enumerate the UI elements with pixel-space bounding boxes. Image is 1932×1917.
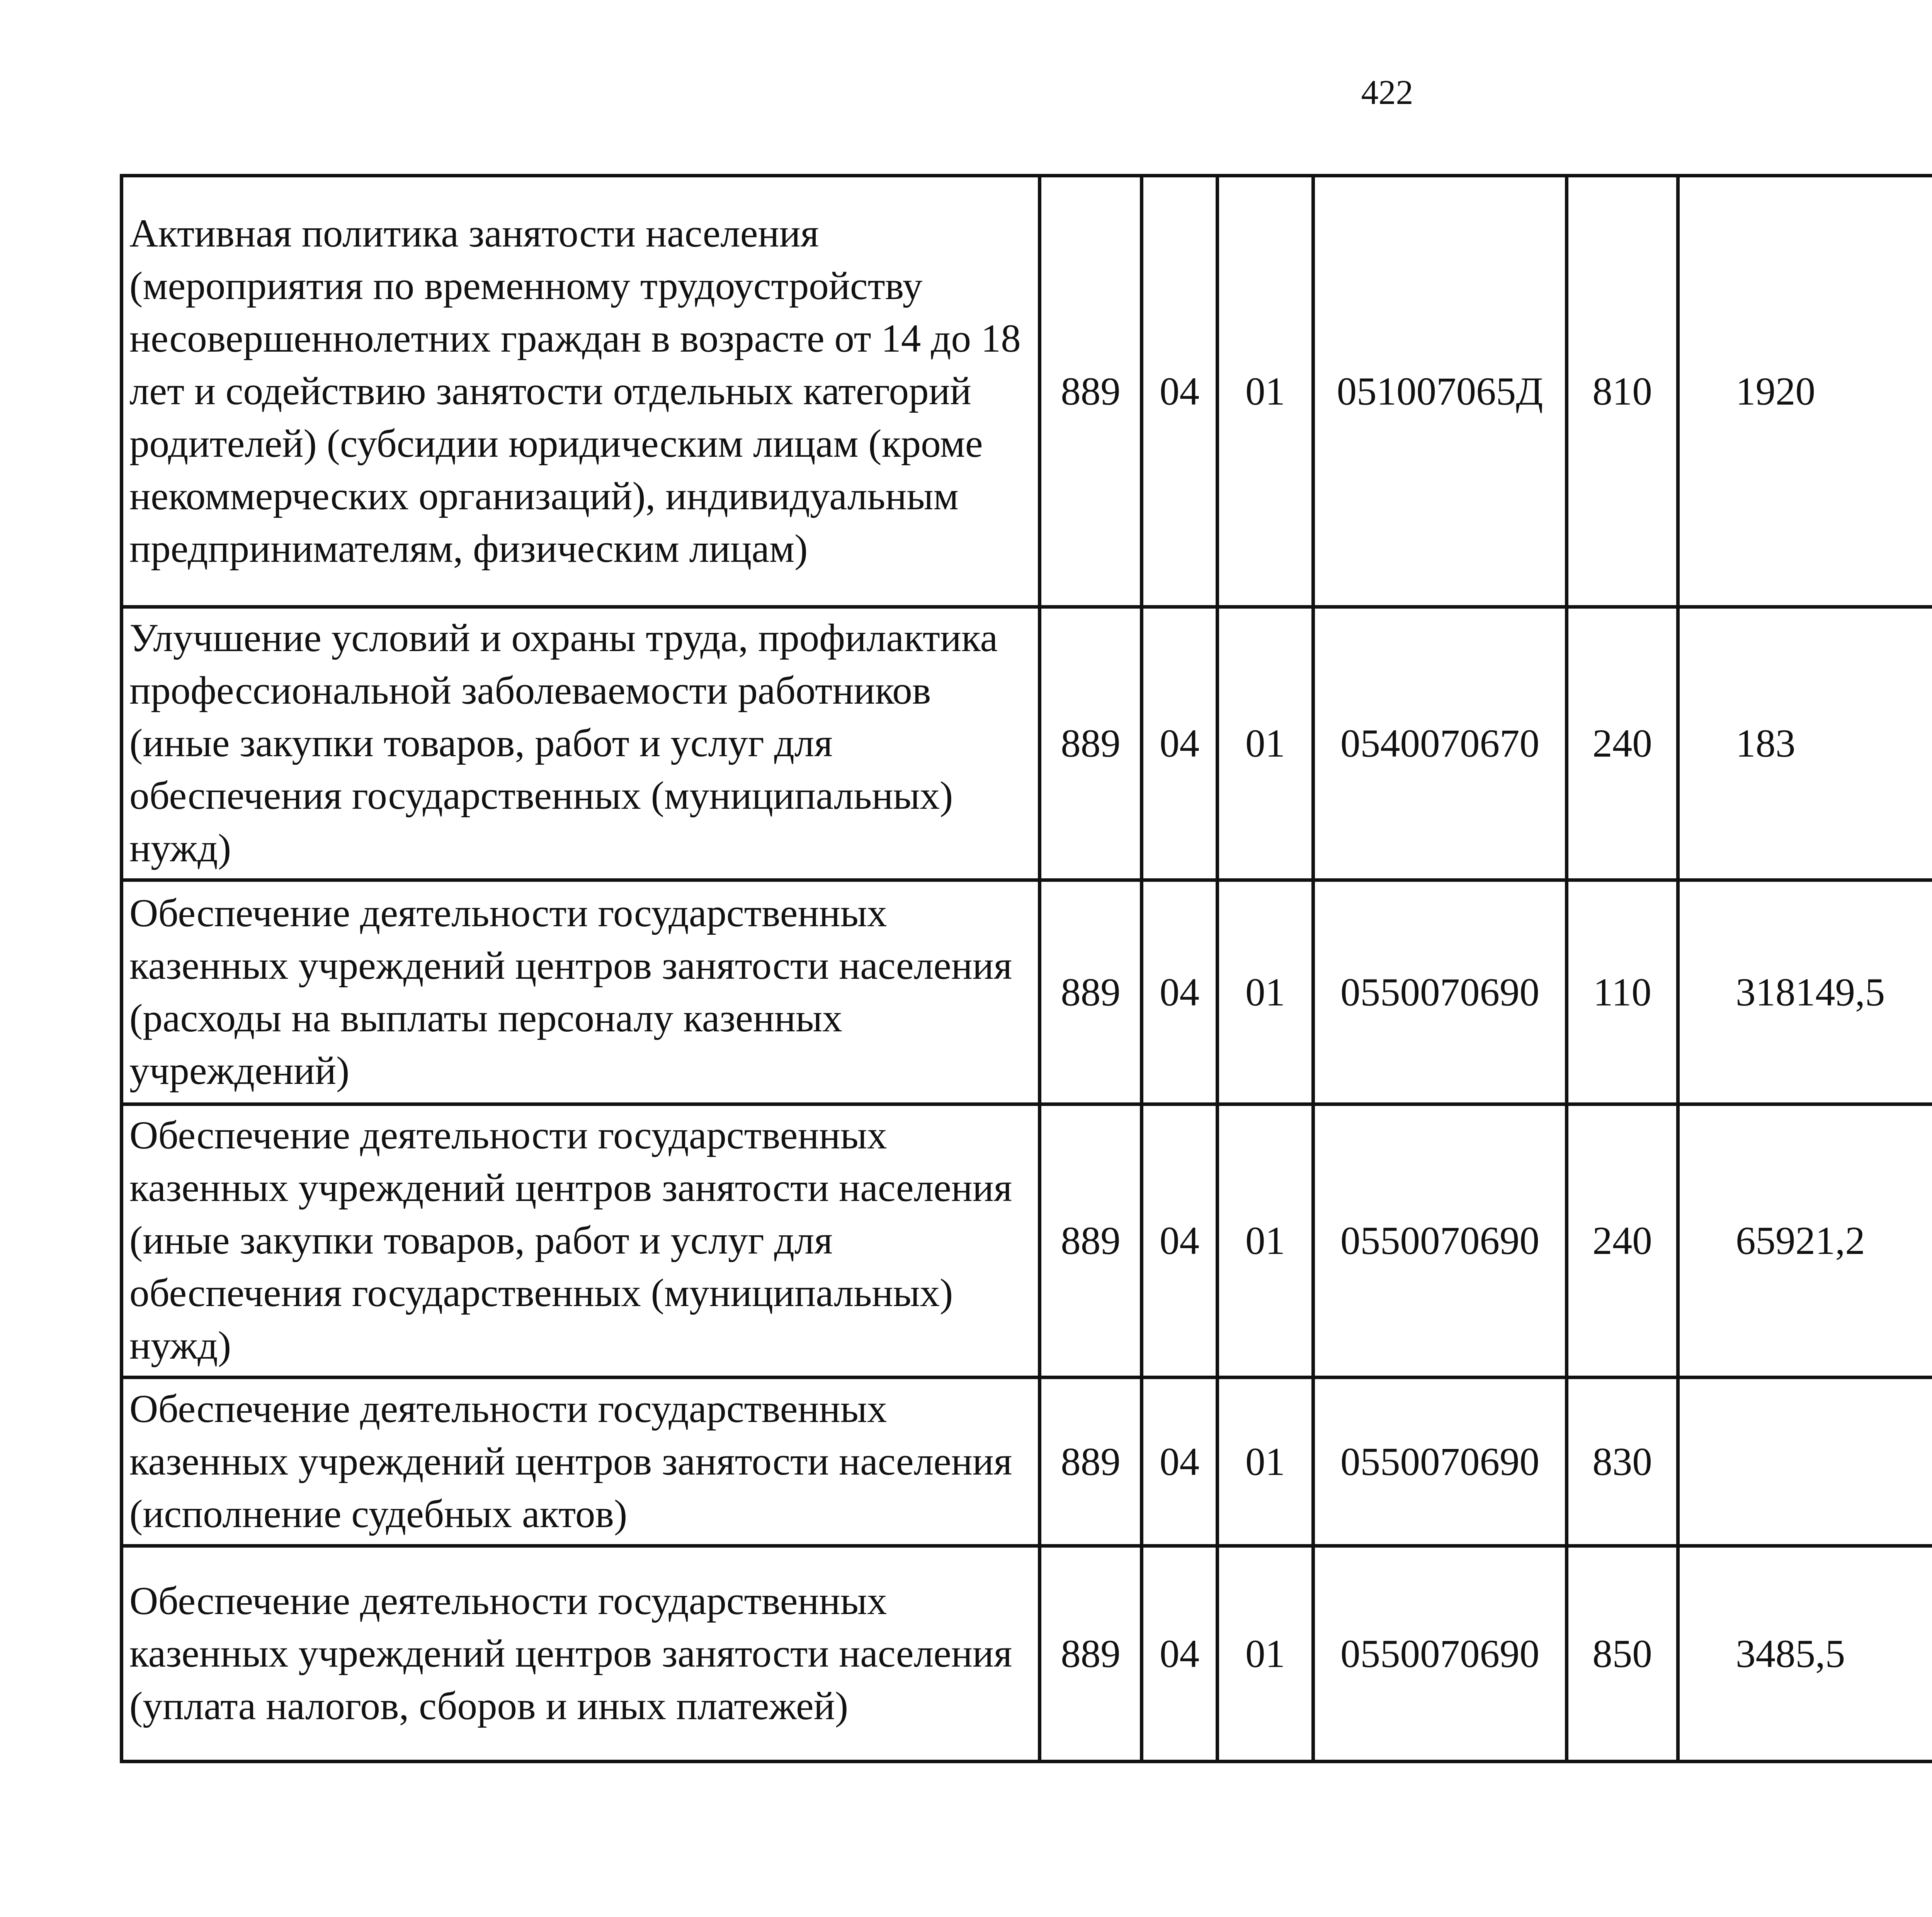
- section-code: 04: [1142, 880, 1218, 1104]
- page-number: 422: [1361, 73, 1413, 112]
- row-description: Обеспечение деятельности государственных казенных учреждений центров занятости населения (иные закупки товаров, работ и услуг для обеспечения государственных (муниципальных) нужд): [122, 1104, 1040, 1378]
- table-row: [122, 1378, 1932, 1546]
- subsection-code: 01: [1218, 880, 1313, 1104]
- expense-type-code: 240: [1567, 607, 1678, 880]
- table-row: [122, 176, 1932, 607]
- table-row: [122, 1546, 1932, 1762]
- ministry-code: 889: [1040, 176, 1142, 607]
- section-code: 04: [1142, 1546, 1218, 1762]
- expense-type-code: 110: [1567, 880, 1678, 1104]
- row-description: Активная политика занятости населения (мероприятия по временному трудоустройству несовершеннолетних граждан в возрасте от 14 до 18 лет и содействию занятости отдельных категорий родителей) (субсидии юридическим лицам (кроме некоммерческих организаций), индивидуальным предпринимателям, физическим лицам): [122, 176, 1040, 607]
- expense-type-code: 810: [1567, 176, 1678, 607]
- amount-year-1: 318149,5: [1678, 880, 1932, 1104]
- section-code: 04: [1142, 1104, 1218, 1378]
- amount-year-1: [1678, 1378, 1932, 1546]
- table-row: [122, 607, 1932, 880]
- row-description: Обеспечение деятельности государственных казенных учреждений центров занятости населения (расходы на выплаты персоналу казенных учреждений): [122, 880, 1040, 1104]
- expense-type-code: 850: [1567, 1546, 1678, 1762]
- row-description: Улучшение условий и охраны труда, профилактика профессиональной заболеваемости работников (иные закупки товаров, работ и услуг для обеспечения государственных (муниципальных) нужд): [122, 607, 1040, 880]
- amount-year-1: 1920: [1678, 176, 1932, 607]
- ministry-code: 889: [1040, 1104, 1142, 1378]
- section-code: 04: [1142, 607, 1218, 880]
- table-row: [122, 880, 1932, 1104]
- ministry-code: 889: [1040, 1378, 1142, 1546]
- ministry-code: 889: [1040, 880, 1142, 1104]
- subsection-code: 01: [1218, 176, 1313, 607]
- ministry-code: 889: [1040, 1546, 1142, 1762]
- target-article-code: 0550070690: [1313, 1104, 1567, 1378]
- target-article-code: 0540070670: [1313, 607, 1567, 880]
- amount-year-1: 65921,2: [1678, 1104, 1932, 1378]
- subsection-code: 01: [1218, 1104, 1313, 1378]
- target-article-code: 0550070690: [1313, 1378, 1567, 1546]
- budget-table: [120, 174, 1932, 1763]
- subsection-code: 01: [1218, 1546, 1313, 1762]
- amount-year-1: 183: [1678, 607, 1932, 880]
- expense-type-code: 830: [1567, 1378, 1678, 1546]
- target-article-code: 0550070690: [1313, 1546, 1567, 1762]
- row-description: Обеспечение деятельности государственных казенных учреждений центров занятости населения (уплата налогов, сборов и иных платежей): [122, 1546, 1040, 1762]
- subsection-code: 01: [1218, 1378, 1313, 1546]
- section-code: 04: [1142, 176, 1218, 607]
- subsection-code: 01: [1218, 607, 1313, 880]
- section-code: 04: [1142, 1378, 1218, 1546]
- target-article-code: 051007065Д: [1313, 176, 1567, 607]
- row-description: Обеспечение деятельности государственных казенных учреждений центров занятости населения (исполнение судебных актов): [122, 1378, 1040, 1546]
- table-row: [122, 1104, 1932, 1378]
- expense-type-code: 240: [1567, 1104, 1678, 1378]
- ministry-code: 889: [1040, 607, 1142, 880]
- amount-year-1: 3485,5: [1678, 1546, 1932, 1762]
- target-article-code: 0550070690: [1313, 880, 1567, 1104]
